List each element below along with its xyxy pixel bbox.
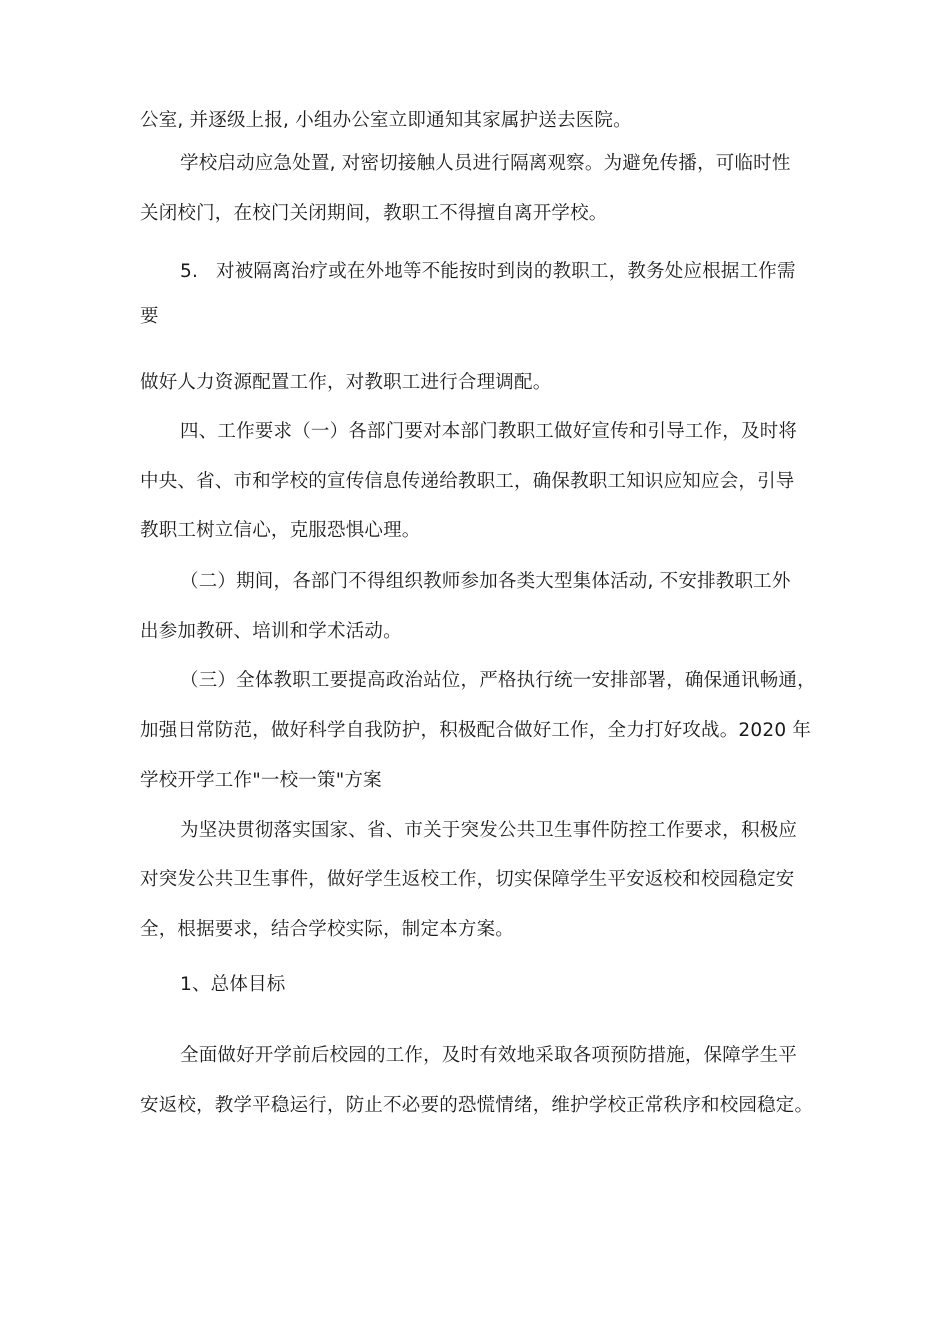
text-line: 教职工树立信心，克服恐惧心理。: [140, 520, 421, 541]
numbered-line: [180, 259, 796, 285]
text-line: 要: [140, 306, 159, 327]
section-heading-line: 四、工作要求（一）各部门要对本部门教职工做好宣传和引导工作，及时将: [180, 421, 798, 442]
text-line: （二）期间，各部门不得组织教师参加各类大型集体活动, 不安排教职工外: [180, 571, 791, 592]
text-line: 安返校，教学平稳运行，防止不必要的恐慌情绪，维护学校正常秩序和校园稳定。: [140, 1095, 814, 1116]
text-line: 加强日常防范，做好科学自我防护，积极配合做好工作，全力打好攻战。2020 年: [140, 720, 812, 741]
text-line: 公室, 并逐级上报, 小组办公室立即通知其家属护送去医院。: [140, 110, 632, 131]
text-line: 对突发公共卫生事件，做好学生返校工作，切实保障学生平安返校和校园稳定安: [140, 869, 795, 890]
text-line: 做好人力资源配置工作，对教职工进行合理调配。: [140, 372, 552, 393]
text-line: 全面做好开学前后校园的工作，及时有效地采取各项预防措施，保障学生平: [180, 1045, 798, 1066]
text-line: 出参加教研、培训和学术活动。: [140, 621, 402, 642]
text-line: 学校启动应急处置, 对密切接触人员进行隔离观察。为避免传播，可临时性: [180, 153, 791, 174]
text-line: （三）全体教职工要提高政治站位，严格执行统一安排部署，确保通讯畅通，: [180, 670, 816, 691]
title-line: 学校开学工作"一校一策"方案: [140, 770, 382, 791]
list-number: 5.: [180, 261, 199, 282]
text-line: 中央、省、市和学校的宣传信息传递给教职工，确保教职工知识应知应会，引导: [140, 471, 795, 492]
section-heading-line: 1、总体目标: [180, 974, 286, 995]
text-line: 对被隔离治疗或在外地等不能按时到岗的教职工，教务处应根据工作需: [216, 261, 796, 282]
text-line: 关闭校门，在校门关闭期间，教职工不得擅自离开学校。: [140, 203, 608, 224]
text-line: 为坚决贯彻落实国家、省、市关于突发公共卫生事件防控工作要求，积极应: [180, 820, 798, 841]
text-line: 全，根据要求，结合学校实际，制定本方案。: [140, 919, 515, 940]
